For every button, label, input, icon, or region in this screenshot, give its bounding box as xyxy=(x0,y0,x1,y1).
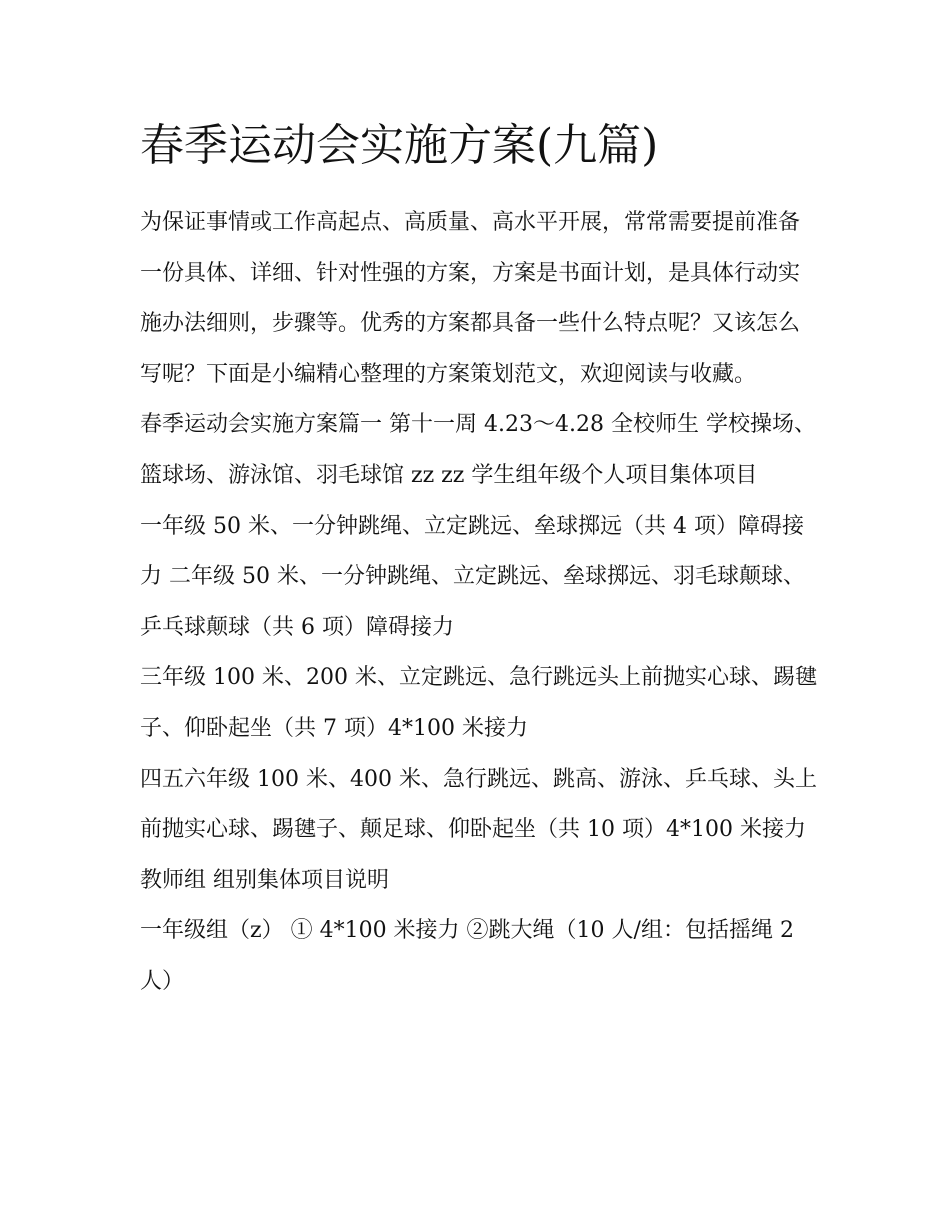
teacher-group-paragraph: 一年级组（z） ① 4*100 米接力 ②跳大绳（10 人/组：包括摇绳 2 人） xyxy=(140,918,794,994)
plan-one-paragraph: 春季运动会实施方案篇一 第十一周 4.23～4.28 全校师生 学校操场、篮球场、游泳馆、羽毛球馆 zz zz 学生组年级个人项目集体项目 xyxy=(140,412,816,488)
document-page xyxy=(140,108,820,1008)
grade-four-six-paragraph: 四五六年级 100 米、400 米、急行跳远、跳高、游泳、乒乓球、头上前抛实心球、踢毽子、颠足球、仰卧起坐（共 10 项）4*100 米接力教师组 组别集体项目说明 xyxy=(140,766,817,893)
grade-one-two-paragraph: 一年级 50 米、一分钟跳绳、立定跳远、垒球掷远（共 4 项）障碍接力 二年级 50 米、一分钟跳绳、立定跳远、垒球掷远、羽毛球颠球、乒乓球颠球（共 6 项）障碍接力 xyxy=(140,513,805,640)
document-title: 春季运动会实施方案(九篇) xyxy=(140,120,659,171)
intro-paragraph: 为保证事情或工作高起点、高质量、高水平开展，常常需要提前准备一份具体、详细、针对性强的方案，方案是书面计划，是具体行动实施办法细则，步骤等。优秀的方案都具备一些什么特点呢？又该怎么写呢？下面是小编精心整理的方案策划范文，欢迎阅读与收藏。 xyxy=(140,210,801,387)
grade-three-paragraph: 三年级 100 米、200 米、立定跳远、急行跳远头上前抛实心球、踢毽子、仰卧起坐（共 7 项）4*100 米接力 xyxy=(140,665,817,741)
